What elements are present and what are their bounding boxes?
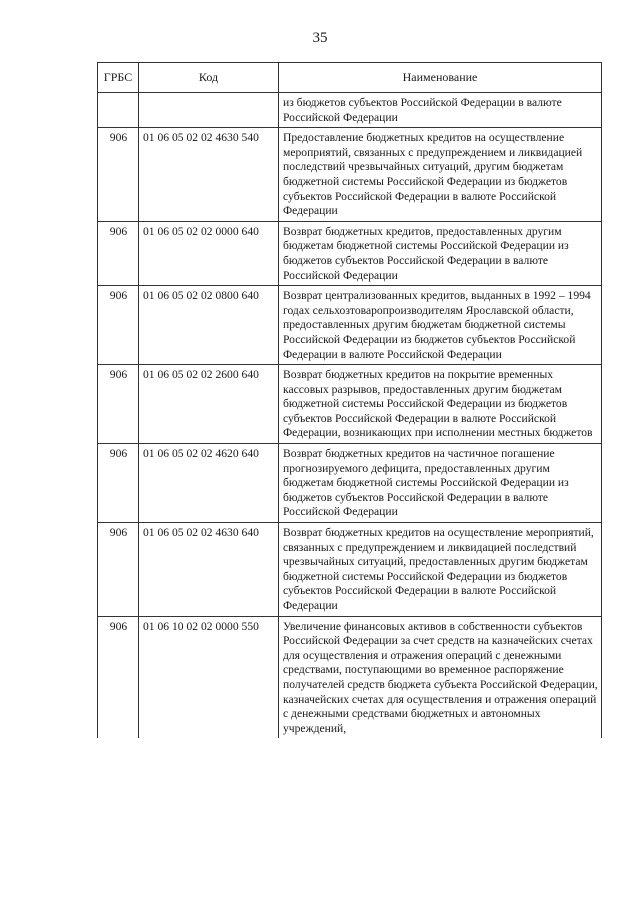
page-number: 35 [312, 30, 328, 46]
grbs-cell: 906 [98, 365, 139, 444]
budget-sources-table [97, 62, 602, 738]
table-row [98, 616, 602, 738]
code-cell: 01 06 05 02 02 4620 640 [139, 444, 279, 523]
grbs-cell: 906 [98, 286, 139, 365]
table-row [98, 286, 602, 365]
name-cell: Предоставление бюджетных кредитов на осуществление мероприятий, связанных с предупреждением и ликвидацией последствий чрезвычайных ситуаций, другим бюджетам бюджетной системы Российской Федерации из бюджетов субъектов Российской Федерации в валюте Российской Федерации [279, 128, 602, 222]
table-row [98, 221, 602, 285]
name-cell: из бюджетов субъектов Российской Федерации в валюте Российской Федерации [279, 93, 602, 128]
name-cell: Увеличение финансовых активов в собственности субъектов Российской Федерации за счет средств на казначейских счетах для осуществления и отражения операций с денежными средствами, поступающими во временное распоряжение получателей средств бюджета субъекта Российской Федерации, казначейских счетах для осуществления и отражения операций с денежными средствами бюджетных и автономных учреждений, [279, 616, 602, 738]
grbs-cell [98, 93, 139, 128]
table-row [98, 365, 602, 444]
table-row [98, 523, 602, 617]
header-name: Наименование [279, 63, 602, 93]
table-row [98, 93, 602, 128]
code-cell: 01 06 05 02 02 2600 640 [139, 365, 279, 444]
name-cell: Возврат бюджетных кредитов, предоставленных другим бюджетам бюджетной системы Российской Федерации из бюджетов субъектов Российской Федерации в валюте Российской Федерации [279, 221, 602, 285]
grbs-cell: 906 [98, 221, 139, 285]
code-cell: 01 06 05 02 02 0000 640 [139, 221, 279, 285]
grbs-cell: 906 [98, 616, 139, 738]
table-row [98, 444, 602, 523]
code-cell [139, 93, 279, 128]
header-code: Код [139, 63, 279, 93]
code-cell: 01 06 10 02 02 0000 550 [139, 616, 279, 738]
name-cell: Возврат бюджетных кредитов на осуществление мероприятий, связанных с предупреждением и ликвидацией последствий чрезвычайных ситуаций, предоставленных другим бюджетам бюджетной системы Российской Федерации из бюджетов субъектов Российской Федерации в валюте Российской Федерации [279, 523, 602, 617]
table-header-row [98, 63, 602, 93]
code-cell: 01 06 05 02 02 4630 640 [139, 523, 279, 617]
code-cell: 01 06 05 02 02 4630 540 [139, 128, 279, 222]
grbs-cell: 906 [98, 128, 139, 222]
name-cell: Возврат бюджетных кредитов на частичное погашение прогнозируемого дефицита, предоставленных другим бюджетам бюджетной системы Российской Федерации из бюджетов субъектов Российской Федерации в валюте Российской Федерации [279, 444, 602, 523]
name-cell: Возврат бюджетных кредитов на покрытие временных кассовых разрывов, предоставленных другим бюджетам бюджетной системы Российской Федерации из бюджетов субъектов Российской Федерации в валюте Российской Федерации, возникающих при исполнении местных бюджетов [279, 365, 602, 444]
code-cell: 01 06 05 02 02 0800 640 [139, 286, 279, 365]
header-grbs: ГРБС [98, 63, 139, 93]
grbs-cell: 906 [98, 523, 139, 617]
grbs-cell: 906 [98, 444, 139, 523]
table-row [98, 128, 602, 222]
name-cell: Возврат централизованных кредитов, выданных в 1992 – 1994 годах сельхозтоваропроизводителям Ярославской области, предоставленных другим бюджетам бюджетной системы Российской Федерации из бюджетов субъектов Российской Федерации в валюте Российской Федерации [279, 286, 602, 365]
